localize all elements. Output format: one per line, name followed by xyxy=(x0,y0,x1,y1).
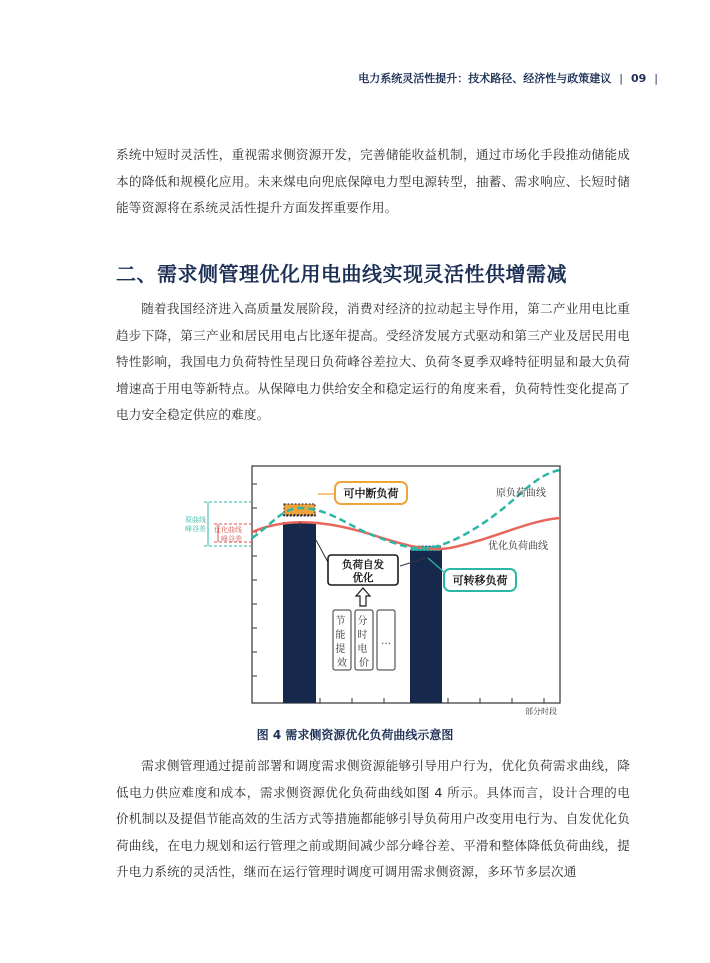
paragraph-1: 系统中短时灵活性，重视需求侧资源开发，完善储能收益机制，通过市场化手段推动储能成本的降低和规模化应用。未来煤电向兜底保障电力型电源转型，抽蓄、需求响应、长短时储能等资源将在系统灵活性提升方面发挥重要作用。 xyxy=(116,147,630,215)
original-pv-line1: 原曲线 xyxy=(185,516,206,524)
self-optimize-line1: 负荷自发 xyxy=(342,559,384,571)
peak-load-bar xyxy=(283,522,316,703)
energy-saving-char-2: 能 xyxy=(335,630,346,641)
header-separator-end: | xyxy=(654,71,658,85)
load-curve-figure xyxy=(170,462,570,722)
section-heading: 二、需求侧管理优化用电曲线实现灵活性供增需减 xyxy=(116,262,567,286)
self-optimize-line2: 优化 xyxy=(352,572,374,584)
energy-saving-char-1: 节 xyxy=(335,616,346,627)
page-header xyxy=(358,70,658,86)
paragraph-2: 随着我国经济进入高质量发展阶段，消费对经济的拉动起主导作用，第二产业用电比重趋步下降，第三产业和居民用电占比逐年提高。受经济发展方式驱动和第三产业及居民用电特性影响，我国电力负荷特性呈现日负荷峰谷差拉大、负荷冬夏季双峰特征明显和最大负荷增速高于用电等新特点。从保障电力供给安全和稳定运行的角度来看，负荷特性变化提高了电力安全稳定供应的难度。 xyxy=(116,301,630,422)
interruptible-load-label: 可中断负荷 xyxy=(343,487,399,500)
optimized-curve-label: 优化负荷曲线 xyxy=(488,541,548,552)
header-separator: | xyxy=(619,71,623,85)
optimized-pv-line2: 峰谷差 xyxy=(221,535,242,543)
valley-load-bar xyxy=(410,550,442,703)
page-number: 09 xyxy=(630,71,647,85)
transferable-load-label: 可转移负荷 xyxy=(452,574,508,587)
original-curve-label: 原负荷曲线 xyxy=(496,488,546,499)
time-of-use-char-1: 分 xyxy=(357,616,368,627)
energy-saving-char-3: 提 xyxy=(335,644,346,655)
original-pv-line2: 峰谷差 xyxy=(185,525,206,533)
ellipsis-label: … xyxy=(381,636,391,647)
time-of-use-char-3: 电 xyxy=(357,644,368,655)
figure-caption: 图 4 需求侧资源优化负荷曲线示意图 xyxy=(256,728,454,742)
paragraph-3: 需求侧管理通过提前部署和调度需求侧资源能够引导用户行为，优化负荷需求曲线，降低电力供应难度和成本，需求侧资源优化负荷曲线如图 4 所示。具体而言，设计合理的电价机制以及提倡节能高效的生活方式等措施都能够引导负荷用户改变用电行为、自发优化负荷曲线，在电力规划和运行管理之前或期间减少部分峰谷差、平滑和整体降低负荷曲线，提升电力系统的灵活性，继而在运行管理时调度可调用需求侧资源，多环节多层次通 xyxy=(116,758,630,879)
time-of-use-char-4: 价 xyxy=(359,658,369,669)
energy-saving-char-4: 效 xyxy=(337,658,347,669)
x-axis-label: 部分时段 xyxy=(525,707,557,716)
time-of-use-char-2: 时 xyxy=(357,630,368,641)
header-title: 电力系统灵活性提升：技术路径、经济性与政策建议 xyxy=(358,72,612,85)
optimized-pv-line1: 优化曲线 xyxy=(214,526,242,534)
